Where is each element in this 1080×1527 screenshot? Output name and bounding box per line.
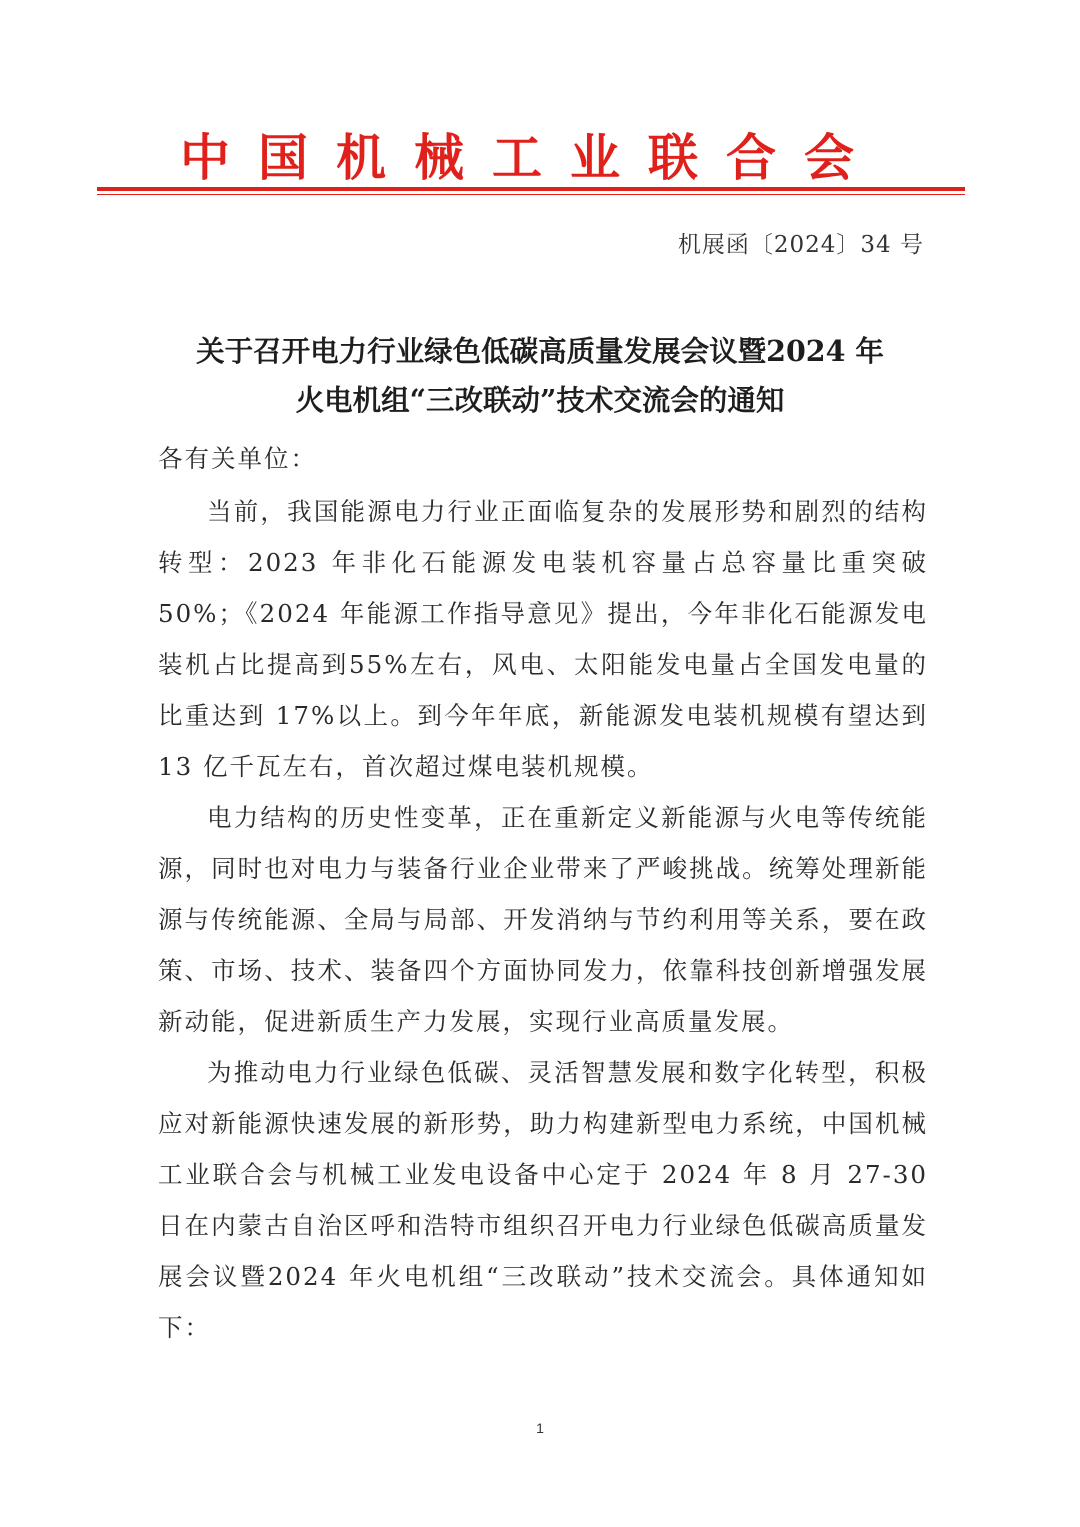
paragraph-2: 电力结构的历史性变革，正在重新定义新能源与火电等传统能源，同时也对电力与装备行业企业带来了严峻挑战。统筹处理新能源与传统能源、全局与局部、开发消纳与节约利用等关系，要在政策、市场、技术、装备四个方面协同发力，依靠科技创新增强发展新动能，促进新质生产力发展，实现行业高质量发展。 (158, 803, 928, 1036)
notice-title (110, 327, 970, 425)
document-number: 机展函〔2024〕34 号 (677, 232, 924, 258)
page-number: 1 (536, 1420, 544, 1436)
letterhead-red-rule-thin (97, 194, 965, 195)
notice-title-line-2: 火电机组“三改联动”技术交流会的通知 (295, 383, 785, 417)
notice-body (158, 433, 928, 1353)
salutation: 各有关单位： (158, 444, 317, 473)
organization-letterhead: 中国机械工业联合会 (180, 128, 882, 187)
notice-title-line-1: 关于召开电力行业绿色低碳高质量发展会议暨2024 年 (196, 334, 884, 368)
letterhead-red-rule-thick (97, 187, 965, 191)
paragraph-3: 为推动电力行业绿色低碳、灵活智慧发展和数字化转型，积极应对新能源快速发展的新形势，助力构建新型电力系统，中国机械工业联合会与机械工业发电设备中心定于 2024 年 8 月 27-30 日在内蒙古自治区呼和浩特市组织召开电力行业绿色低碳高质量发展会议暨2024 年火电机组“三改联动”技术交流会。具体通知如下： (158, 1058, 928, 1342)
paragraph-1: 当前，我国能源电力行业正面临复杂的发展形势和剧烈的结构转型：2023 年非化石能源发电装机容量占总容量比重突破 50%；《2024 年能源工作指导意见》提出，今年非化石能源发电装机占比提高到55%左右，风电、太阳能发电量占全国发电量的比重达到 17%以上。到今年年底，新能源发电装机规模有望达到 13 亿千瓦左右，首次超过煤电装机规模。 (158, 497, 928, 781)
